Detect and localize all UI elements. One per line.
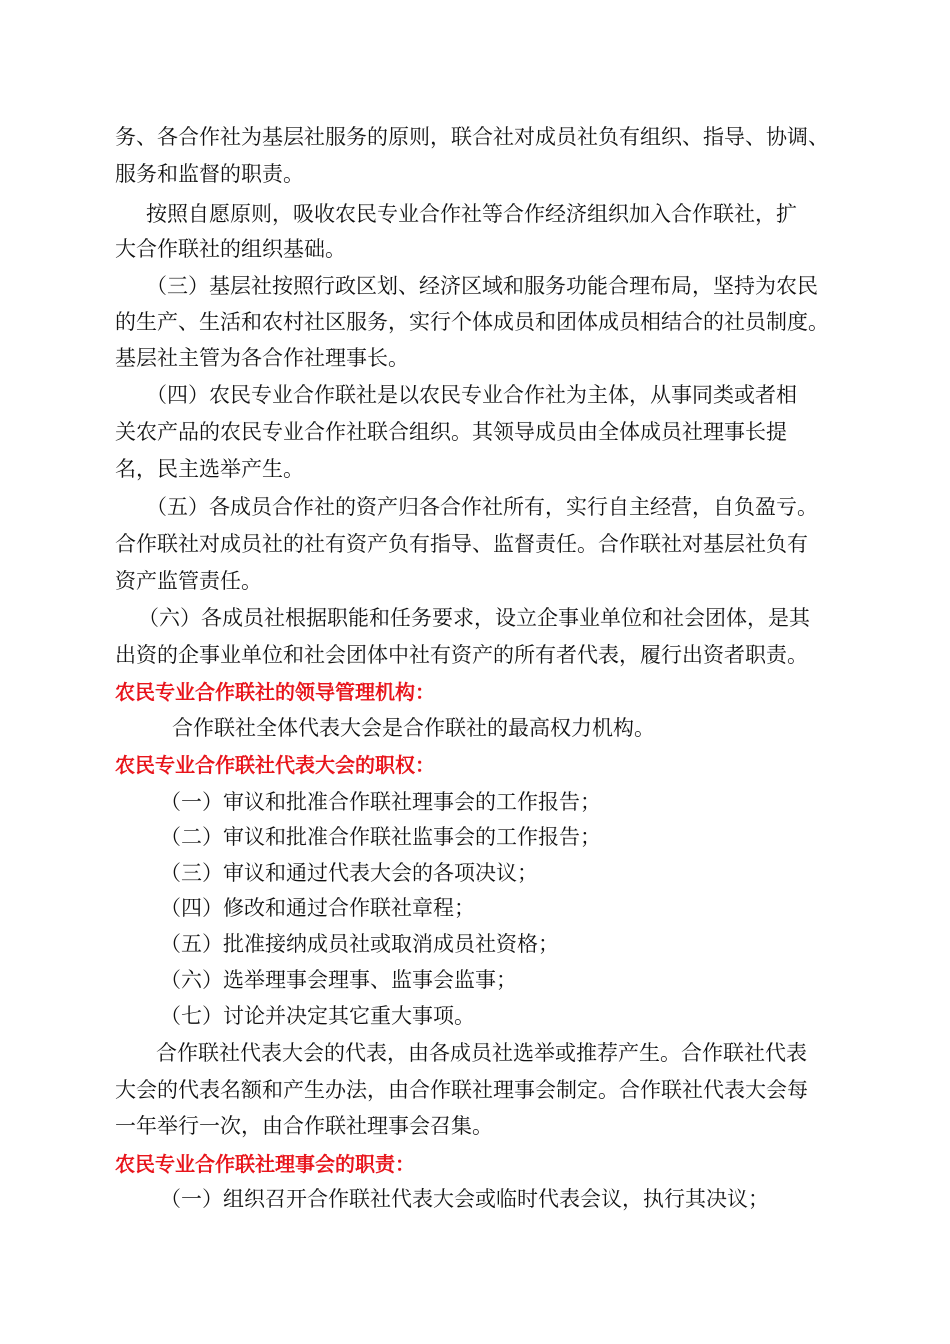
- body-text-line: 关农产品的农民专业合作社联合组织。其领导成员由全体成员社理事长提: [115, 420, 787, 444]
- body-text-line: （四）农民专业合作联社是以农民专业合作社为主体，从事同类或者相: [146, 383, 797, 407]
- body-text-line: （三）基层社按照行政区划、经济区域和服务功能合理布局，坚持为农民: [146, 274, 818, 298]
- section-heading: 农民专业合作联社理事会的职责：: [115, 1152, 415, 1176]
- section-heading: 农民专业合作联社的领导管理机构：: [115, 680, 435, 704]
- body-text-line: 合作联社全体代表大会是合作联社的最高权力机构。: [172, 716, 655, 740]
- list-item: （四）修改和通过合作联社章程；: [160, 896, 475, 920]
- list-item: （一）组织召开合作联社代表大会或临时代表会议，执行其决议；: [160, 1187, 769, 1211]
- list-item: （二）审议和批准合作联社监事会的工作报告；: [160, 825, 601, 849]
- body-text-line: 大合作联社的组织基础。: [115, 237, 346, 261]
- body-text-line: （五）各成员合作社的资产归各合作社所有，实行自主经营，自负盈亏。: [146, 495, 818, 519]
- body-text-line: 基层社主管为各合作社理事长。: [115, 346, 409, 370]
- list-item: （一）审议和批准合作联社理事会的工作报告；: [160, 790, 601, 814]
- list-item: （七）讨论并决定其它重大事项。: [160, 1004, 475, 1028]
- body-text-line: 按照自愿原则，吸收农民专业合作社等合作经济组织加入合作联社，扩: [146, 202, 797, 226]
- body-text-line: 的生产、生活和农村社区服务，实行个体成员和团体成员相结合的社员制度。: [115, 310, 829, 334]
- list-item: （三）审议和通过代表大会的各项决议；: [160, 861, 538, 885]
- section-heading: 农民专业合作联社代表大会的职权：: [115, 753, 435, 777]
- list-item: （六）选举理事会理事、监事会监事；: [160, 968, 517, 992]
- body-text-line: 合作联社代表大会的代表，由各成员社选举或推荐产生。合作联社代表: [156, 1041, 807, 1065]
- list-item: （五）批准接纳成员社或取消成员社资格；: [160, 932, 559, 956]
- body-text-line: 一年举行一次，由合作联社理事会召集。: [115, 1114, 493, 1138]
- body-text-line: （六）各成员社根据职能和任务要求，设立企事业单位和社会团体，是其: [138, 606, 810, 630]
- body-text-line: 名，民主选举产生。: [115, 457, 304, 481]
- body-text-line: 资产监管责任。: [115, 569, 262, 593]
- body-text-line: 出资的企事业单位和社会团体中社有资产的所有者代表，履行出资者职责。: [115, 643, 808, 667]
- body-text-line: 服务和监督的职责。: [115, 162, 304, 186]
- body-text-line: 合作联社对成员社的社有资产负有指导、监督责任。合作联社对基层社负有: [115, 532, 808, 556]
- body-text-line: 大会的代表名额和产生办法，由合作联社理事会制定。合作联社代表大会每: [115, 1078, 808, 1102]
- body-text-line: 务、各合作社为基层社服务的原则，联合社对成员社负有组织、指导、协调、: [115, 125, 829, 149]
